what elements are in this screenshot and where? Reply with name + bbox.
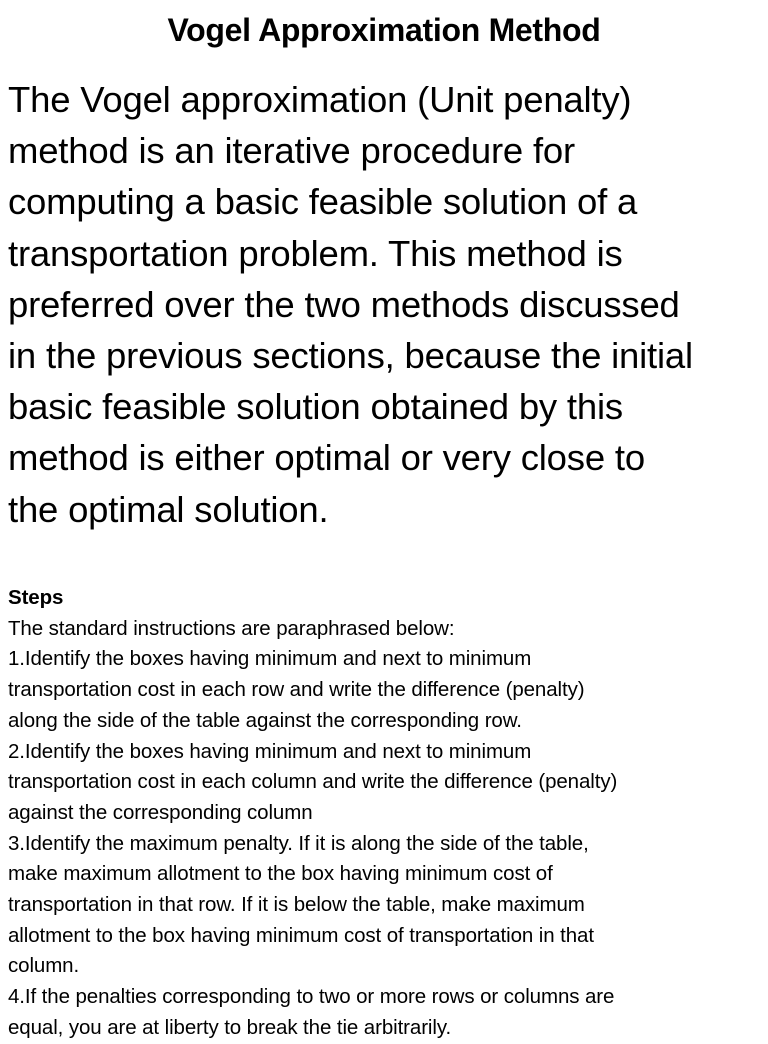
step-item-4 xyxy=(8,982,764,1043)
step-item-2 xyxy=(8,737,764,829)
step-line: allotment to the box having minimum cost of transportation in that xyxy=(8,923,594,947)
step-line: transportation cost in each column and write the difference (penalty) xyxy=(8,770,618,794)
step-line: along the side of the table against the corresponding row. xyxy=(8,708,522,732)
steps-lead: The standard instructions are paraphrased below: xyxy=(8,616,455,640)
intro-line: method is either optimal or very close to xyxy=(8,437,645,479)
steps-section xyxy=(8,583,764,1044)
intro-line: in the previous sections, because the initial xyxy=(8,335,693,377)
intro-line: computing a basic feasible solution of a xyxy=(8,181,638,223)
intro-line: The Vogel approximation (Unit penalty) xyxy=(8,79,632,120)
intro-line: method is an iterative procedure for xyxy=(8,130,575,172)
page-title: Vogel Approximation Method xyxy=(167,12,601,48)
intro-line: preferred over the two methods discussed xyxy=(8,283,680,325)
intro-line: the optimal solution. xyxy=(8,488,329,530)
steps-heading: Steps xyxy=(8,586,64,609)
intro-line: transportation problem. This method is xyxy=(8,232,623,274)
intro-line: basic feasible solution obtained by this xyxy=(8,386,623,428)
step-line: make maximum allotment to the box having minimum cost of xyxy=(8,862,553,886)
step-line: 3.Identify the maximum penalty. If it is along the side of the table, xyxy=(8,831,589,855)
step-line: transportation cost in each row and write the difference (penalty) xyxy=(8,678,585,702)
step-line: transportation in that row. If it is below the table, make maximum xyxy=(8,893,585,917)
step-line: column. xyxy=(8,954,80,978)
step-line: 4.If the penalties corresponding to two or more rows or columns are xyxy=(8,985,615,1009)
step-item-3 xyxy=(8,829,764,983)
intro-paragraph xyxy=(8,74,764,535)
step-item-1 xyxy=(8,644,764,736)
step-line: 1.Identify the boxes having minimum and next to minimum xyxy=(8,647,532,671)
step-line: 2.Identify the boxes having minimum and next to minimum xyxy=(8,739,532,763)
step-line: equal, you are at liberty to break the tie arbitrarily. xyxy=(8,1015,452,1039)
step-line: against the corresponding column xyxy=(8,800,313,824)
